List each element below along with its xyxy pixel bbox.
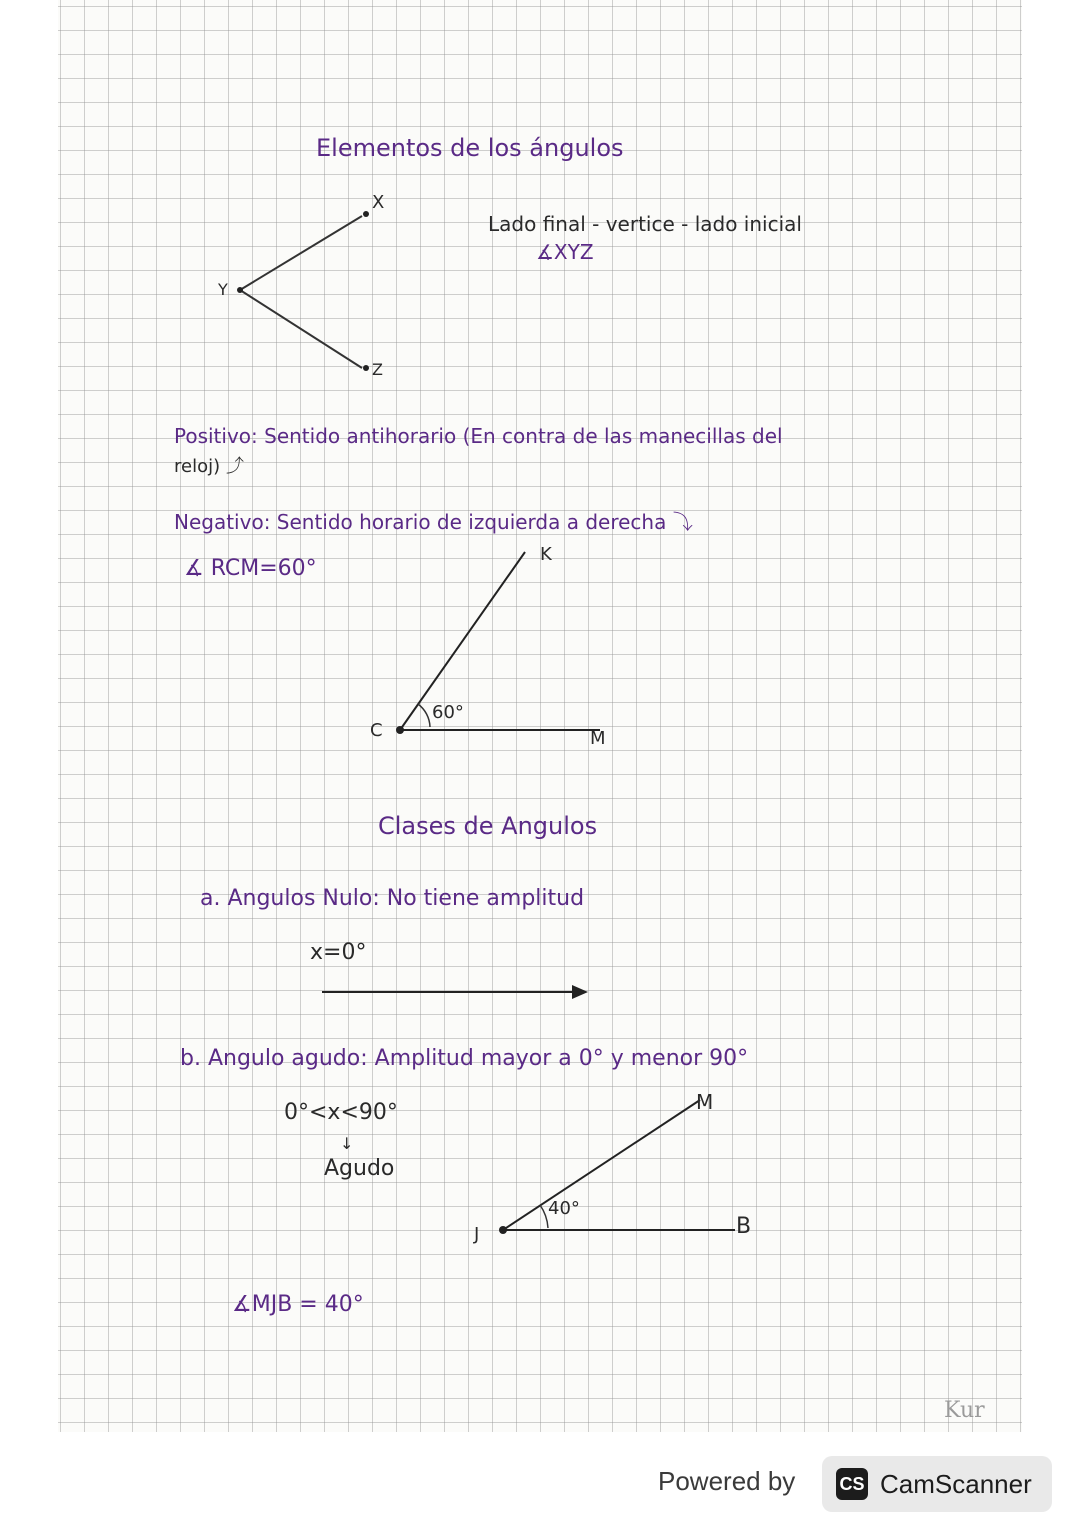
powered-by-text: Powered by [658, 1466, 796, 1496]
nulo-formula: x=0° [310, 940, 367, 965]
angle-formula: Lado final - vertice - lado inicial [488, 212, 802, 236]
camscanner-icon: CS [836, 1468, 868, 1500]
camscanner-badge [822, 1456, 1052, 1512]
point-label-b: B [736, 1214, 752, 1239]
angle-rcm-label: ∡ RCM=60° [184, 556, 317, 581]
angle-mjb-value: 40° [548, 1198, 580, 1219]
page-title: Elementos de los ángulos [316, 134, 624, 162]
nulo-heading: a. Angulos Nulo: No tiene amplitud [200, 886, 585, 911]
point-label-j: J [474, 1224, 480, 1245]
point-label-y: Y [218, 280, 228, 299]
positivo-line1: Positivo: Sentido antihorario (En contra de las manecillas del [174, 424, 783, 448]
null-angle-arrow [322, 985, 588, 999]
point-label-x: X [372, 192, 385, 213]
angle-mjb-figure [499, 1100, 735, 1234]
agudo-formula: 0°<x<90° [284, 1100, 398, 1125]
agudo-label: Agudo [324, 1156, 395, 1181]
angle-rcm-figure [396, 552, 600, 734]
negativo-text: Negativo: Sentido horario de izquierda a derecha ⤵ [174, 510, 693, 534]
angle-rcm-value: 60° [432, 702, 464, 723]
point-label-k: K [540, 544, 552, 565]
angle-xyz-figure [237, 211, 369, 371]
angle-mjb-result: ∡MJB = 40° [232, 1292, 364, 1317]
point-label-z: Z [372, 360, 383, 379]
positivo-line2: reloj) ⤴ [174, 456, 244, 477]
point-label-m: M [590, 728, 606, 749]
small-logo: Kur [944, 1398, 985, 1423]
camscanner-brand: CamScanner [880, 1469, 1032, 1499]
clases-title: Clases de Angulos [378, 812, 598, 840]
angle-notation: ∡XYZ [536, 240, 594, 264]
point-label-mjb-m: M [696, 1090, 714, 1114]
agudo-heading: b. Angulo agudo: Amplitud mayor a 0° y menor 90° [180, 1046, 749, 1071]
agudo-arrow: ↓ [340, 1134, 354, 1153]
point-label-c: C [370, 720, 383, 741]
